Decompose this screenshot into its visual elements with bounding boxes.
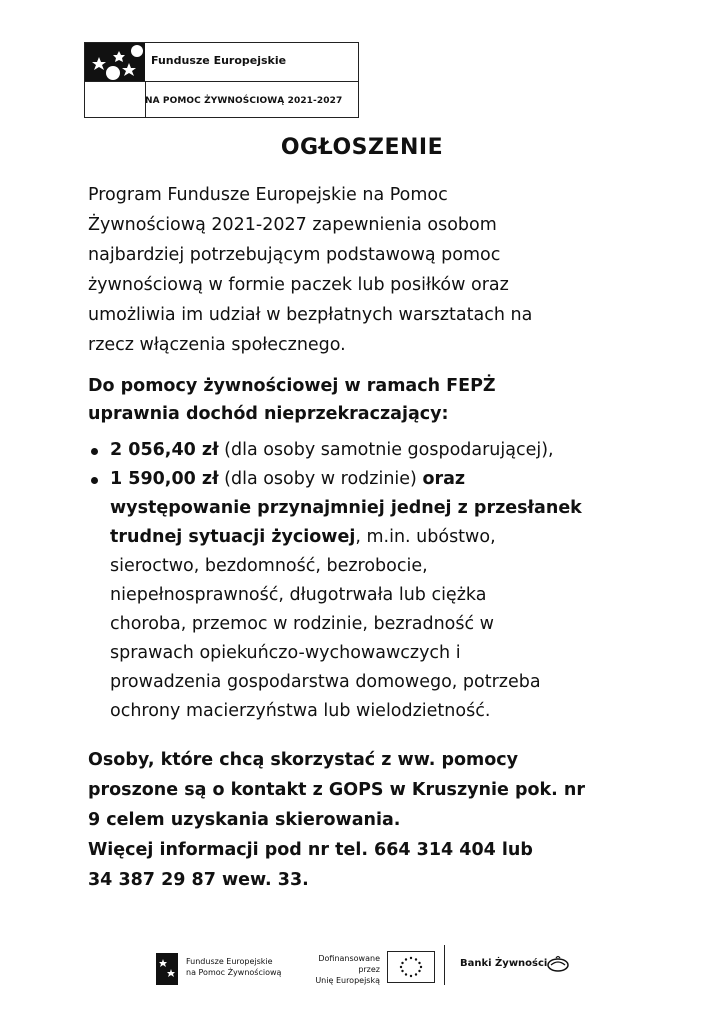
- logo-subtitle-box: [85, 81, 358, 118]
- footer-fe-line: Fundusze Europejskie: [186, 957, 273, 966]
- criteria-examples-line: ochrony macierzyństwa lub wielodzietność.: [110, 701, 491, 721]
- criteria-examples-line: niepełnosprawność, długotrwała lub ciężka: [110, 585, 487, 605]
- footer-fe-text: [186, 956, 281, 978]
- intro-line: żywnościową w formie paczek lub posiłków oraz: [88, 275, 509, 295]
- intro-line: Żywnościową 2021-2027 zapewnienia osobom: [88, 215, 497, 235]
- intro-line: umożliwia im udział w bezpłatnych warsztatach na: [88, 305, 533, 325]
- income-limit-single: 2 056,40 zł: [110, 440, 219, 460]
- footer-logos: [0, 945, 724, 995]
- eligibility-lead: [88, 372, 648, 428]
- criteria-examples-line: sprawach opiekuńczo-wychowawczych i: [110, 643, 461, 663]
- criteria-examples-line: prowadzenia gospodarstwa domowego, potrzeba: [110, 672, 541, 692]
- criteria-examples-start: , m.in. ubóstwo,: [355, 527, 496, 547]
- footer-divider: [444, 945, 445, 985]
- intro-line: rzecz włączenia społecznego.: [88, 335, 346, 355]
- criteria-condition-cont: trudnej sytuacji życiowej: [110, 527, 356, 547]
- criteria-note-single: (dla osoby samotnie gospodarującej),: [218, 440, 554, 460]
- footer-eu-line: Unię Europejską: [315, 976, 380, 985]
- food-banks-icon: [546, 955, 570, 973]
- intro-line: Program Fundusze Europejskie na Pomoc: [88, 185, 448, 205]
- contact-line: proszone są o kontakt z GOPS w Kruszynie pok. nr: [88, 780, 585, 800]
- income-limit-family: 1 590,00 zł: [110, 469, 219, 489]
- criteria-item-single: [88, 436, 648, 465]
- lead-line: uprawnia dochód nieprzekraczający:: [88, 404, 449, 424]
- contact-line: Więcej informacji pod nr tel. 664 314 404 lub: [88, 840, 533, 860]
- criteria-examples-line: choroba, przemoc w rodzinie, bezradność w: [110, 614, 494, 634]
- criteria-note-family: (dla osoby w rodzinie): [218, 469, 423, 489]
- page-title: OGŁOSZENIE: [280, 135, 444, 160]
- intro-paragraph: [88, 180, 648, 360]
- logo-subtitle: NA POMOC ŻYWNOŚCIOWĄ 2021-2027: [145, 96, 343, 106]
- eu-flag-icon: [387, 951, 435, 983]
- fe-stars-icon: [85, 43, 145, 81]
- contact-line: 9 celem uzyskania skierowania.: [88, 810, 401, 830]
- footer-fe-line: na Pomoc Żywnościową: [186, 968, 282, 977]
- criteria-item-family: [88, 465, 648, 726]
- fe-logo-icon: [156, 953, 178, 985]
- criteria-condition: występowanie przynajmniej jednej z przesłanek: [110, 498, 582, 518]
- fepz-logo: [84, 42, 359, 118]
- lead-line: Do pomocy żywnościowej w ramach FEPŻ: [88, 376, 496, 396]
- footer-eu-line: Dofinansowane przez: [318, 954, 380, 974]
- contact-line: Osoby, które chcą skorzystać z ww. pomocy: [88, 750, 519, 770]
- contact-paragraph: [88, 745, 648, 895]
- food-banks-text: Banki Żywności: [460, 958, 548, 969]
- criteria-and: oraz: [422, 469, 466, 489]
- intro-line: najbardziej potrzebującym podstawową pomoc: [88, 245, 501, 265]
- logo-title: Fundusze Europejskie: [151, 54, 287, 67]
- criteria-examples-line: sieroctwo, bezdomność, bezrobocie,: [110, 556, 428, 576]
- contact-line: 34 387 29 87 wew. 33.: [88, 870, 309, 890]
- criteria-list: [88, 436, 648, 726]
- footer-eu-text: [296, 953, 380, 986]
